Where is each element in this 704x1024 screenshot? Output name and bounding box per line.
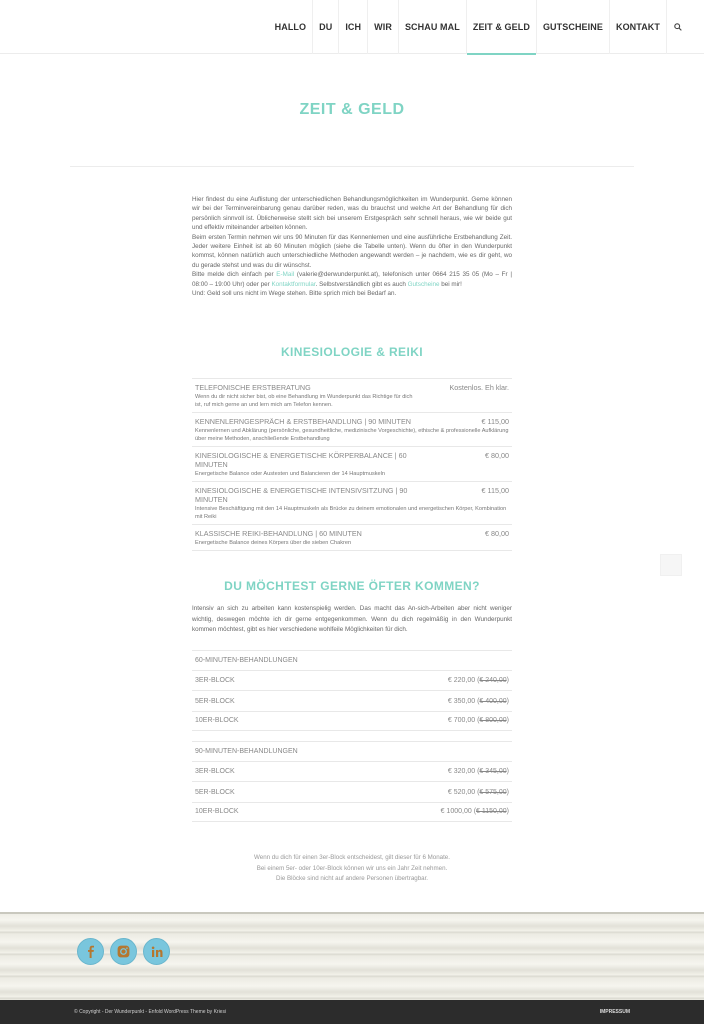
block-label: 3ER-BLOCK: [195, 768, 235, 776]
treatment-title: KENNENLERNGESPRÄCH & ERSTBEHANDLUNG | 90 MINUTEN: [195, 417, 411, 426]
email-link[interactable]: E-Mail: [276, 271, 295, 279]
block-table-60: [192, 650, 512, 731]
footnote-line: Bei einem 5er- oder 10er-Block können wir uns ein Jahr Zeit nehmen.: [256, 864, 448, 872]
instagram-icon[interactable]: [110, 938, 137, 965]
intro-text: [192, 195, 512, 298]
table-row: [192, 690, 512, 710]
treatment-desc: Wenn du dir nicht sicher bist, ob eine Behandlung im Wunderpunkt das Richtige für dich ist, ruf mich gerne an und lern mich am Telefon kennen.: [195, 394, 413, 408]
impressum-link[interactable]: IMPRESSUM: [599, 1009, 630, 1015]
block-price: € 220,00: [447, 677, 476, 685]
section-title-oefter-kommen: DU MÖCHTEST GERNE ÖFTER KOMMEN?: [224, 579, 480, 593]
block-old-price: € 345,00: [479, 768, 507, 776]
block-intro-text: Intensiv an sich zu arbeiten kann kostenspielig werden. Das macht das An-sich-Arbeiten aber nicht weniger wichtig, deswegen möchte ich dir gerne entgegenkommen. Wenn du dich regelmäßig in den Wunderpunkt kommen möchtest, gibt es hier verschiedene wohlfeile Möglichkeiten für dich.: [192, 605, 512, 633]
treatment-desc: Kennenlernen und Abklärung (persönliche, gesundheitliche, medizinische Vorgeschichte), ethische & professionelle Aufklärung über meine Methoden, anschließende Erstbehandlung: [195, 428, 509, 442]
intro-text-span: bei mir!: [439, 280, 462, 288]
treatment-desc: Energetische Balance oder Austesten und Balancieren der 14 Hauptmuskeln: [195, 471, 385, 477]
block-table-heading: [192, 741, 512, 761]
site-footer: [0, 1000, 704, 1024]
site-header: [0, 0, 704, 54]
block-price: € 320,00: [447, 768, 476, 776]
price-row: [192, 524, 512, 551]
footnote-line: Die Blöcke sind nicht auf andere Personen übertragbar.: [275, 875, 429, 882]
nav-item-kontakt[interactable]: KONTAKT: [609, 0, 666, 54]
price-row: [192, 446, 512, 481]
table-row: [192, 670, 512, 690]
block-footnote: [0, 853, 704, 885]
block-old-price: € 575,00: [479, 788, 507, 796]
block-heading: 90-MINUTEN-BEHANDLUNGEN: [195, 748, 298, 755]
linkedin-icon[interactable]: [143, 938, 170, 965]
nav-item-gutscheine[interactable]: GUTSCHEINE: [536, 0, 609, 54]
main-nav: [269, 0, 688, 54]
contact-form-link[interactable]: Kontaktformular: [271, 280, 316, 288]
treatment-title: KINESIOLOGISCHE & ENERGETISCHE KÖRPERBALANCE | 60 MINUTEN: [195, 451, 407, 469]
treatment-price: € 80,00: [485, 529, 509, 538]
intro-text-span: . Selbstverständlich gibt es auch: [315, 280, 408, 288]
block-label: 3ER-BLOCK: [195, 677, 235, 685]
treatment-price: Kostenlos. Eh klar.: [449, 383, 509, 392]
price-row: [192, 481, 512, 524]
nav-item-wir[interactable]: WIR: [367, 0, 398, 54]
footnote-line: Wenn du dich für einen 3er-Block entscheidest, gilt dieser für 6 Monate.: [254, 854, 450, 861]
intro-paragraph: Beim ersten Termin nehmen wir uns 90 Minuten für das Kennenlernen und eine ausführliche Erstbehandlung Zeit. Jeder weitere Einheit ist ab 60 Minuten möglich (siehe die Tabelle unten). Wenn du öfter in den Wunderpunkt kommst, können natürlich auch unterschiedliche Methoden angewandt werden – je nachdem, wie es dir geht, wo du gerade stehst und was du dir wünschst.: [192, 233, 512, 269]
scroll-to-top-button[interactable]: [660, 554, 682, 576]
block-table-90: [192, 741, 512, 822]
table-row: [192, 802, 512, 822]
title-section: [70, 54, 634, 167]
search-icon[interactable]: [666, 0, 688, 54]
section-title-kinesiologie: KINESIOLOGIE & REIKI: [280, 345, 423, 359]
treatment-price: € 115,00: [481, 417, 509, 426]
intro-paragraph: Hier findest du eine Auflistung der unterschiedlichen Behandlungsmöglichkeiten im Wunderpunkt. Gerne können wir bei der Terminvereinbarung genau darüber reden, was du brauchst und welche Art der Behandlung für dich persönlich sinnvoll ist. Üblicherweise stellt sich bei unserem Erstgespräch sehr schnell heraus, wie wir beide gut und effektiv miteinander arbeiten können.: [192, 196, 512, 232]
wood-background: [0, 912, 704, 1000]
block-old-price: € 240,00: [479, 677, 507, 685]
block-price-group: € 520,00 (€ 575,00): [447, 788, 509, 796]
block-old-price: € 1150,00: [476, 808, 507, 816]
nav-item-ich[interactable]: ICH: [338, 0, 367, 54]
table-row: [192, 781, 512, 801]
block-price: € 520,00: [447, 788, 476, 796]
treatment-title: KLASSISCHE REIKI-BEHANDLUNG | 60 MINUTEN: [195, 529, 362, 538]
nav-item-schau-mal[interactable]: SCHAU MAL: [398, 0, 466, 54]
intro-text-span: Bitte melde dich einfach per: [192, 271, 277, 279]
intro-paragraph: Und: Geld soll uns nicht im Wege stehen. Bitte sprich mich bei Bedarf an.: [192, 290, 397, 298]
copyright-text: © Copyright - Der Wunderpunkt - Enfold WordPress Theme by Kriesi: [74, 1009, 227, 1015]
nav-item-zeit-geld[interactable]: ZEIT & GELD: [466, 0, 536, 54]
block-price: € 350,00: [447, 697, 476, 705]
treatment-price-table: [192, 378, 512, 551]
price-row: [192, 412, 512, 446]
treatment-title: KINESIOLOGISCHE & ENERGETISCHE INTENSIVSITZUNG | 90 MINUTEN: [195, 486, 408, 504]
intro-text-span: (valerie@derwunderpunkt.at), telefonisch unter 0664 215 35 05 (Mo – Fr | 08:00 – 19:00 Uhr) oder per: [192, 271, 512, 288]
treatment-title: TELEFONISCHE ERSTBERATUNG: [195, 383, 311, 392]
block-price-group: € 350,00 (€ 400,00): [447, 697, 509, 705]
block-old-price: € 800,00: [479, 717, 507, 725]
block-price: € 700,00: [447, 717, 476, 725]
block-price: € 1000,00: [440, 808, 472, 816]
treatment-price: € 115,00: [481, 486, 509, 495]
treatment-desc: Intensive Beschäftigung mit den 14 Hauptmuskeln als Brücke zu deinem emotionalen und energetischen Körper, Kombination mit Reiki: [195, 506, 507, 520]
block-label: 5ER-BLOCK: [195, 788, 235, 796]
block-price-group: € 220,00 (€ 240,00): [447, 677, 509, 685]
block-label: 10ER-BLOCK: [195, 717, 239, 725]
nav-item-du[interactable]: DU: [312, 0, 338, 54]
block-label: 10ER-BLOCK: [195, 808, 239, 816]
treatment-price: € 80,00: [485, 451, 509, 460]
block-price-group: € 700,00 (€ 800,00): [447, 717, 509, 725]
block-price-group: € 320,00 (€ 345,00): [447, 768, 509, 776]
treatment-desc: Energetische Balance deines Körpers über die sieben Chakren: [195, 540, 352, 546]
page-title: ZEIT & GELD: [299, 101, 405, 118]
block-label: 5ER-BLOCK: [195, 697, 235, 705]
block-table-heading: [192, 650, 512, 670]
block-price-group: € 1000,00 (€ 1150,00): [440, 808, 509, 816]
voucher-link[interactable]: Gutscheine: [407, 280, 440, 288]
table-row: [192, 761, 512, 781]
intro-paragraph: [192, 270, 512, 289]
nav-item-hallo[interactable]: HALLO: [274, 22, 307, 32]
facebook-icon[interactable]: [77, 938, 104, 965]
table-row: [192, 711, 512, 731]
price-row: [192, 378, 512, 412]
block-old-price: € 400,00: [479, 697, 507, 705]
block-heading: 60-MINUTEN-BEHANDLUNGEN: [195, 657, 298, 664]
